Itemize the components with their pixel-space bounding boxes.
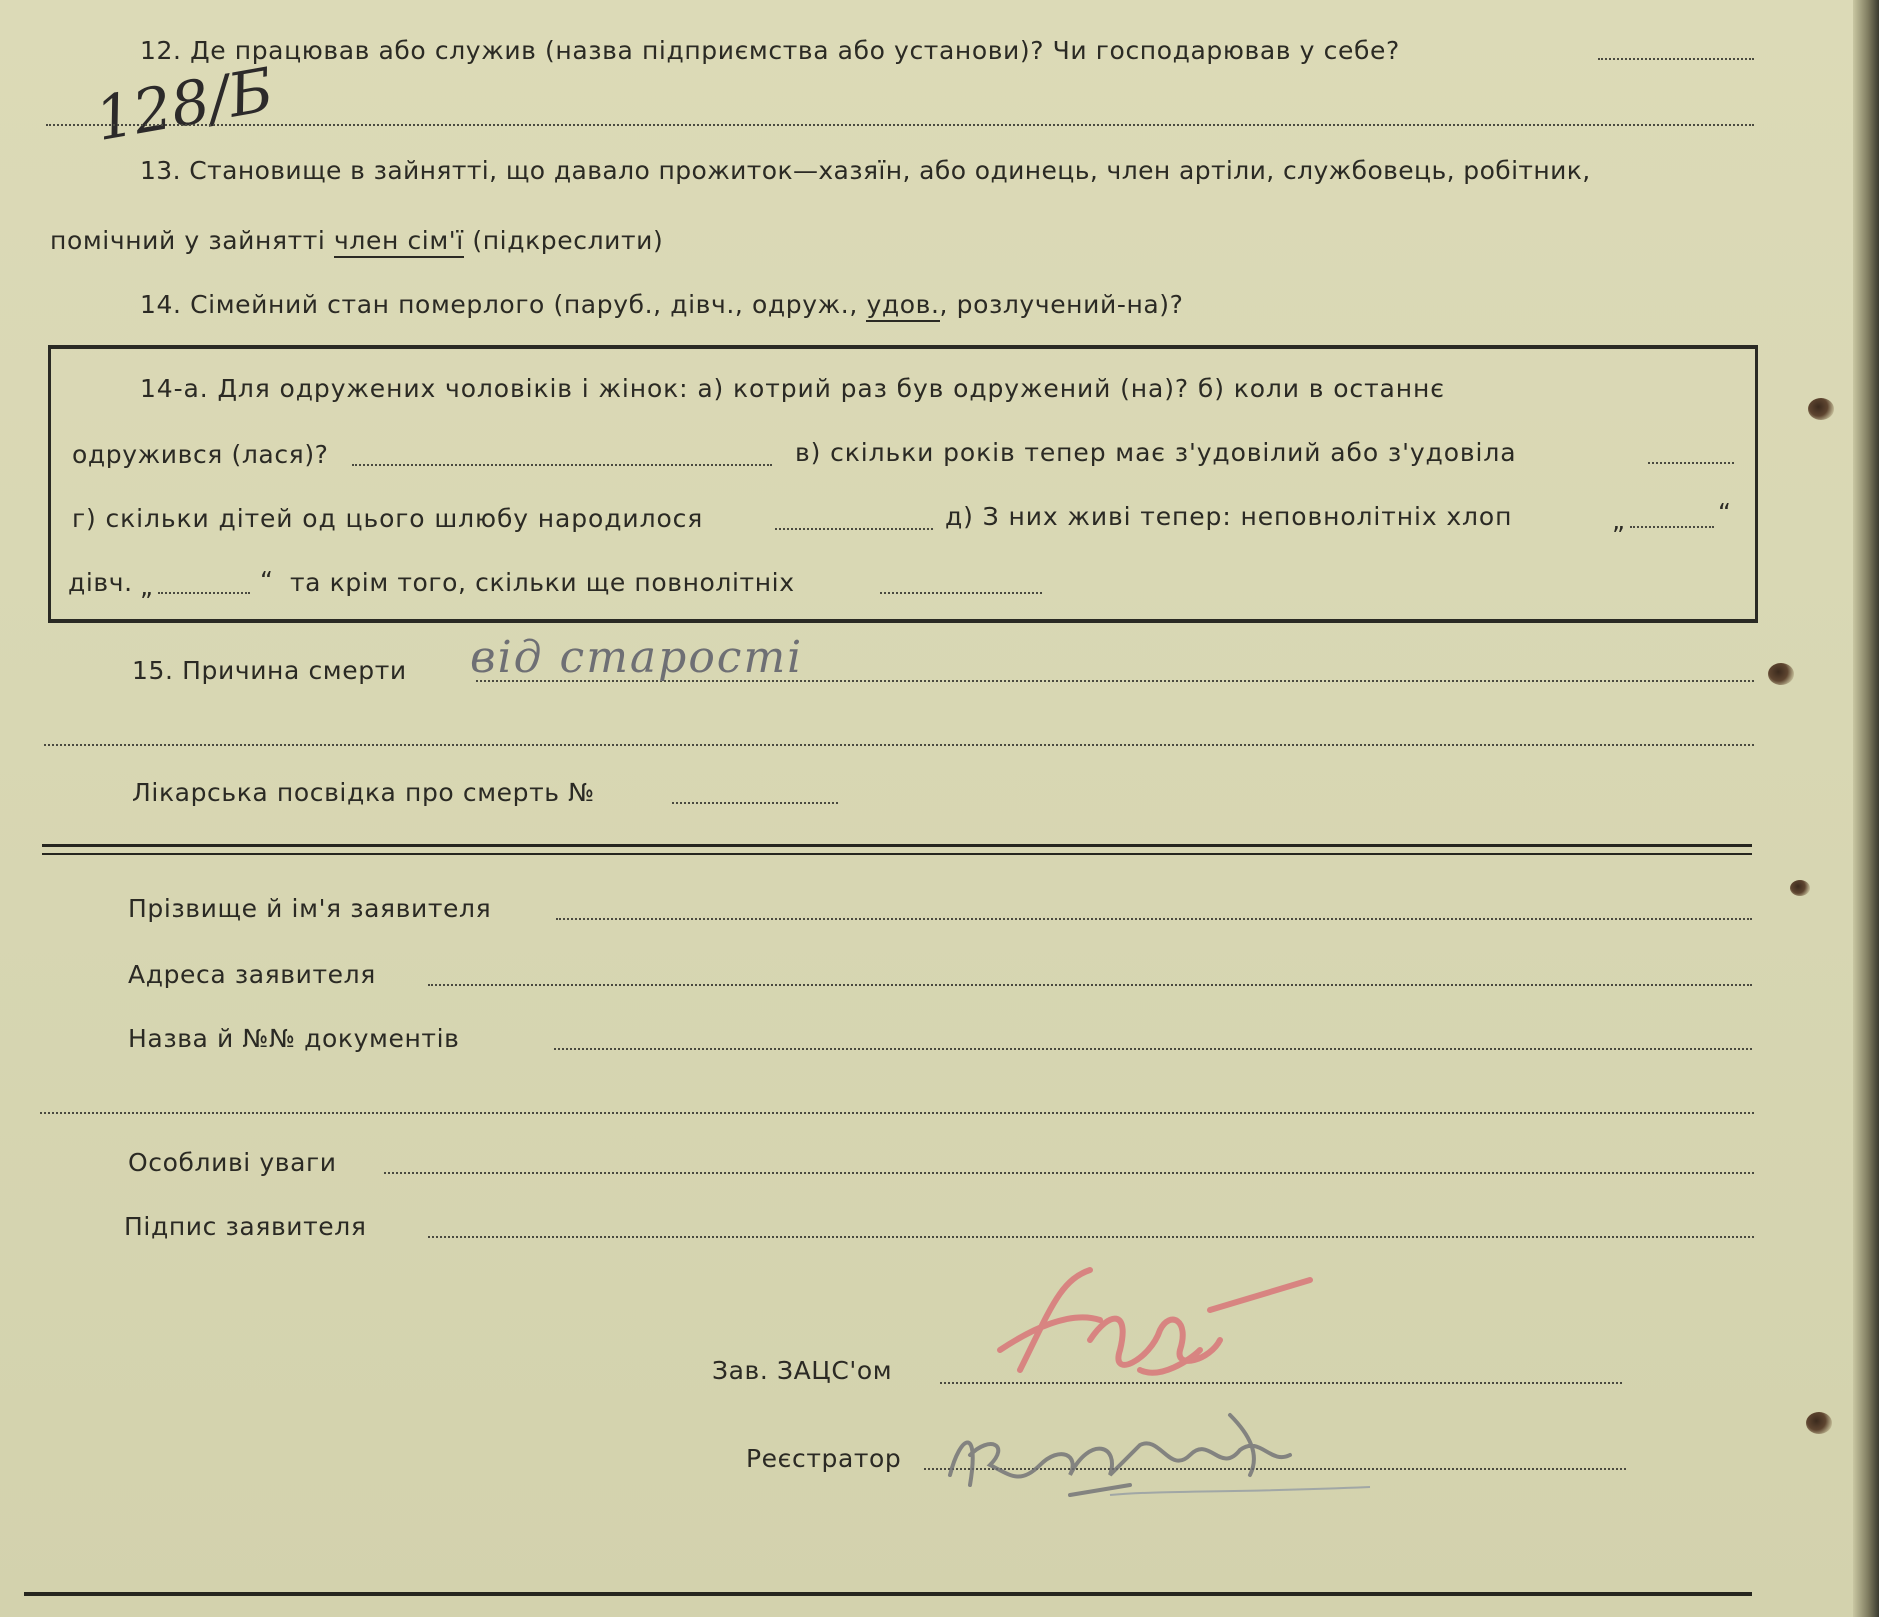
question-15-label: 15. Причина смерти (132, 656, 407, 685)
question-13-line-2 (50, 226, 663, 256)
remarks-fill-line (384, 1172, 1754, 1174)
page-bottom-rule (24, 1592, 1752, 1596)
question-14a-line-3a: г) скільки дітей од цього шлюбу народилося (72, 504, 704, 533)
page-edge-shadow (1853, 0, 1879, 1617)
remarks-label: Особливі уваги (128, 1148, 337, 1177)
question-14a-quote-open-1: „ (1612, 506, 1626, 535)
applicant-signature-fill-line (428, 1236, 1754, 1238)
applicant-address-label: Адреса заявителя (128, 960, 376, 989)
handwritten-cause-of-death: від старості (470, 632, 804, 683)
question-14 (140, 290, 1184, 320)
question-14a-fill-3 (775, 528, 933, 530)
applicant-name-label: Прізвище й ім'я заявителя (128, 894, 492, 923)
question-14a-line-1: 14-а. Для одружених чоловіків і жінок: а) котрий раз був одружений (на)? б) коли в останнє (140, 374, 1445, 403)
applicant-name-fill-line (556, 918, 1752, 920)
question-14a-line-4b: та крім того, скільки ще повнолітніх (290, 568, 795, 597)
question-14a-fill-6 (880, 592, 1042, 594)
binding-hole (1768, 663, 1794, 685)
question-12: 12. Де працював або служив (назва підприємства або установи)? Чи господарював у себе? (140, 36, 1400, 65)
binding-hole (1808, 398, 1834, 420)
applicant-signature-label: Підпис заявителя (124, 1212, 367, 1241)
binding-hole (1806, 1412, 1832, 1434)
question-15-fill-line-2 (44, 744, 1754, 746)
medical-certificate-fill-line (672, 802, 838, 804)
question-14a-line-3b: д) З них живі тепер: неповнолітніх хлоп (945, 502, 1513, 531)
applicant-documents-fill-line (554, 1048, 1752, 1050)
question-12-fill-line-2 (46, 124, 1754, 126)
question-13-underlined-answer: член сім'ї (334, 226, 464, 258)
question-14a-line-4a: дівч. (68, 568, 133, 597)
question-13-prefix: помічний у зайнятті (50, 226, 326, 255)
question-14a-fill-1 (352, 464, 772, 466)
question-13-line-1: 13. Становище в зайнятті, що давало прожиток—хазяїн, або одинець, член артіли, службовець, робітник, (140, 156, 1591, 185)
question-14a-quote-close-2: “ (260, 566, 274, 595)
applicant-address-fill-line (428, 984, 1752, 986)
section-divider (42, 844, 1752, 855)
handwritten-doc-number: 128/Б (90, 55, 279, 155)
question-14a-quote-open-2: „ (140, 572, 154, 601)
question-14a-quote-close-1: “ (1718, 498, 1732, 527)
question-14-suffix: , розлучений-на)? (939, 290, 1184, 319)
question-12-fill-line (1598, 58, 1754, 60)
registrar-pencil-signature (930, 1395, 1390, 1515)
question-14a-fill-2 (1648, 462, 1734, 464)
question-13-suffix: (підкреслити) (472, 226, 664, 255)
medical-certificate-label: Лікарська посвідка про смерть № (132, 778, 595, 807)
registrar-label: Реєстратор (746, 1444, 902, 1473)
applicant-documents-label: Назва й №№ документів (128, 1024, 460, 1053)
question-14a-fill-4 (1630, 526, 1714, 528)
binding-hole (1790, 880, 1810, 896)
question-14a-fill-5 (158, 592, 250, 594)
applicant-documents-fill-line-2 (40, 1112, 1754, 1114)
question-14-underlined-answer: удов. (866, 290, 939, 322)
head-zags-label: Зав. ЗАЦС'ом (712, 1356, 893, 1385)
question-14a-line-2a: одружився (лася)? (72, 440, 329, 469)
question-14a-line-2b: в) скільки років тепер має з'удовілий або з'удовіла (795, 438, 1517, 467)
question-14-prefix: 14. Сімейний стан померлого (паруб., дівч., одруж., (140, 290, 858, 319)
